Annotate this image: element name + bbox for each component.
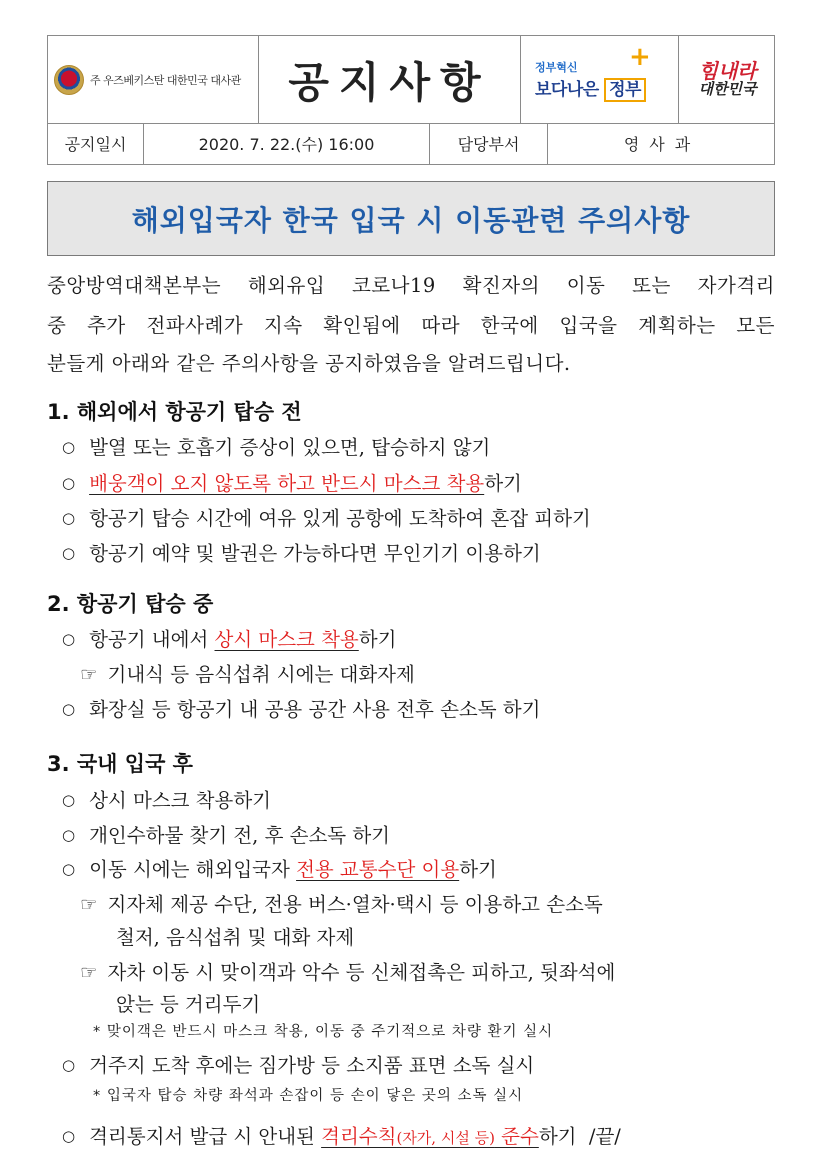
list-item: [62, 694, 540, 722]
bullet-icon: ○: [62, 860, 76, 878]
header-row-bottom: [48, 123, 774, 164]
list-item-text: 하기: [358, 628, 397, 651]
slogan-line-1: 힘내라: [698, 59, 757, 84]
sub-item: [80, 889, 603, 917]
sub-item-text: 자차 이동 시 맞이객과 악수 등 신체접촉은 피하고, 뒷좌석에: [107, 961, 616, 984]
list-item-text: 항공기 탑승 시간에 여유 있게 공항에 도착하여 혼잡 피하기: [89, 507, 591, 530]
pointing-hand-icon: ☞: [80, 663, 98, 686]
list-item-text: 항공기 내에서: [89, 628, 215, 651]
header-row-top: [48, 36, 774, 124]
list-item-text: 화장실 등 항공기 내 공용 공간 사용 전후 손소독 하기: [89, 698, 541, 721]
sub-item: [80, 957, 615, 985]
list-item: [62, 538, 541, 566]
subject-title: 해외입국자 한국 입국 시 이동관련 주의사항: [131, 203, 691, 237]
embassy-name: 주 우즈베키스탄 대한민국 대사관: [90, 73, 241, 87]
emphasis-text-part: 격리수칙: [321, 1125, 397, 1148]
gov-innovation-logo: [521, 36, 679, 123]
bullet-icon: ○: [62, 700, 76, 718]
emphasis-text-small: (자가, 시설 등): [396, 1129, 495, 1147]
list-item: [62, 432, 490, 460]
gov-logo-top: 정부혁신: [535, 61, 578, 74]
list-item: [62, 1050, 534, 1078]
gov-logo-main-a: 보다나은: [535, 80, 599, 100]
list-item-text: 거주지 도착 후에는 짐가방 등 소지품 표면 소독 실시: [89, 1054, 535, 1077]
sub-item-continuation: 앉는 등 거리두기: [116, 993, 261, 1016]
bullet-icon: ○: [62, 630, 76, 648]
plus-icon: +: [629, 42, 651, 72]
list-item-text: 이동 시에는 해외입국자: [89, 858, 297, 881]
bullet-icon: ○: [62, 544, 76, 562]
pointing-hand-icon: ☞: [80, 893, 98, 916]
bullet-icon: ○: [62, 826, 76, 844]
list-item-text: 하기: [459, 858, 497, 881]
list-item-text: 하기: [484, 472, 522, 495]
intro-line-2: 중 추가 전파사례가 지속 확인됨에 따라 한국에 입국을 계획하는 모든: [47, 314, 775, 337]
footnote: * 입국자 탑승 차량 좌석과 손잡이 등 손이 닿은 곳의 소독 실시: [93, 1088, 524, 1104]
sub-item-text: 지자체 제공 수단, 전용 버스·열차·택시 등 이용하고 손소독: [107, 893, 603, 916]
bullet-icon: ○: [62, 438, 76, 456]
list-item-text: 개인수하물 찾기 전, 후 손소독 하기: [89, 824, 391, 847]
date-value: 2020. 7. 22.(수) 16:00: [144, 123, 430, 164]
intro-line-3: 분들게 아래와 같은 주의사항을 공지하였음을 알려드립니다.: [47, 352, 571, 375]
bullet-icon: ○: [62, 509, 76, 527]
list-item-text: 상시 마스크 착용하기: [89, 789, 272, 812]
gov-logo-main-b: 정부: [604, 78, 646, 102]
dept-label: 담당부서: [430, 123, 548, 164]
sub-item-text: 기내식 등 음식섭취 시에는 대화자제: [107, 663, 415, 686]
notice-title: 공지사항: [288, 57, 491, 107]
emphasis-text: 상시 마스크 착용: [214, 628, 359, 651]
pointing-hand-icon: ☞: [80, 961, 98, 984]
sub-item-continuation: 철저, 음식섭취 및 대화 자제: [116, 926, 355, 949]
bullet-icon: ○: [62, 1127, 76, 1145]
intro-line-1: 중앙방역대책본부는 해외유입 코로나19 확진자의 이동 또는 자가격리: [47, 274, 775, 297]
section-1-heading: 1. 해외에서 항공기 탑승 전: [47, 400, 302, 424]
section-3-heading: 3. 국내 입국 후: [47, 752, 193, 776]
dept-value: 영사과: [623, 135, 701, 154]
gov-logo-main: [535, 75, 646, 100]
notice-header-table: [47, 35, 775, 165]
emphasis-text: 전용 교통수단 이용: [296, 858, 460, 881]
list-item: [62, 468, 522, 496]
sub-item: [80, 659, 415, 687]
korea-emblem-icon: [54, 65, 84, 95]
emphasis-text: 배웅객이 오지 않도록 하고 반드시 마스크 착용: [89, 472, 485, 495]
footnote: * 맞이객은 반드시 마스크 착용, 이동 중 주기적으로 차량 환기 실시: [93, 1024, 554, 1040]
bullet-icon: ○: [62, 474, 76, 492]
slogan-logo: [679, 36, 776, 123]
subject-banner: [47, 181, 775, 256]
bullet-icon: ○: [62, 791, 76, 809]
emphasis-text-part: 준수: [494, 1125, 539, 1148]
title-cell: [259, 36, 521, 123]
list-item-text: 발열 또는 호흡기 증상이 있으면, 탑승하지 않기: [89, 436, 491, 459]
list-item: [62, 785, 271, 813]
list-item: [62, 624, 396, 652]
list-item-text: 격리통지서 발급 시 안내된: [89, 1125, 322, 1148]
bullet-icon: ○: [62, 1056, 76, 1074]
list-item: [62, 820, 390, 848]
date-label: 공지일시: [48, 123, 144, 164]
section-2-heading: 2. 항공기 탑승 중: [47, 592, 214, 616]
list-item-text: 하기 /끝/: [538, 1125, 621, 1148]
list-item: [62, 1121, 621, 1149]
slogan-line-2: 대한민국: [698, 80, 757, 99]
embassy-cell: [48, 36, 259, 123]
list-item-text: 항공기 예약 및 발권은 가능하다면 무인기기 이용하기: [89, 542, 541, 565]
list-item: [62, 503, 591, 531]
list-item: [62, 854, 497, 882]
emphasis-text: [321, 1125, 539, 1148]
